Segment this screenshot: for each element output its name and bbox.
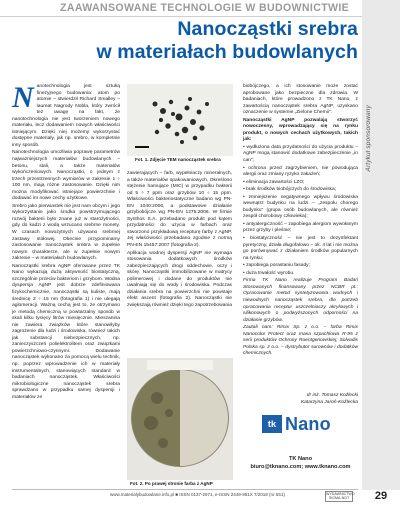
title-line-1: Nanocząstki srebra (177, 18, 358, 40)
company-name: TK Nano (289, 456, 312, 462)
tem-image (127, 84, 233, 156)
tk-nano-logo (262, 410, 334, 438)
paragraph: Nanotechnologia umożliwia poprawę parametrów najważniejszych materiałów budowlanych – betonu, stali, a także materiałów wykończeniowych. Nanocząstki, o jednym z trzech przestrzennych wymiarów w zakresie 1 ÷ 100 nm, mają różne zastosowanie. Dzięki nim można modyfikować istniejące powierzchnie i dodawać im nowe cechy użytkowe. (12, 150, 120, 202)
footer-info: www.materialybudowlane.info.pl ■ ISSN 0137-2971, e-ISSN 2449-951X 7/2018 (nr 551) (110, 492, 285, 497)
header-divider (0, 16, 362, 17)
list-item: • eliminacja zawartości LZO; (243, 179, 305, 185)
sponsored-label: Artykuł sponsorowany (365, 105, 372, 172)
paragraph: biobójczego, a ich stosowanie może zostać aprobowane jako bezpieczne dla zdrowia. W badaniach, które prowadzono z TK Nano, z zawartością nanocząstek srebra AgNP, uzyskano oznaczenie w systemie „Zielone Chemii”. (243, 84, 358, 116)
paragraph: Nanotechnologia jest sztuką finezyjnego budowania: atom po atomie – stwierdził Richard Smalley – laureat Nagrody Nobla, który zwrócił też uwagę na fakt, że nanotechnologia nie jest tworzeniem nowego materiału, lecz dodawaniem nowych właściwości istniejącym. Dzięki niej możemy wykorzystać dostępne materiały, jak np. srebro, w kompletnie inny sposób. (12, 81, 120, 148)
page-header (0, 0, 362, 19)
list-item: • antyalergiczność – zapobiega alergiom wywołanym przez grzyby i pleśnie; (243, 221, 358, 234)
section-title: ZAAWANSOWANE TECHNOLOGIE W BUDOWNICTWIE (60, 2, 350, 14)
figure-2-caption: Fot. 2. Po prawej stronie farba z AgNP (130, 481, 213, 486)
author-1: dr inż. Tomasz Koźlecki (306, 393, 358, 398)
publisher-badge: WYDAWNICTWO SIGMA-NOT (326, 492, 355, 501)
page-number: 29 (374, 490, 388, 502)
paragraph: Srebro jako pierwiastek nie jest nam obcym i jego wykorzystanie jako środka powstrzymującego rozwój bakterii było znane już w starożytności, gdy do kadzi z wodą wrzucano srebrne monety. W czasach nowożytnych używano srebrnej zastawy stołowej. Obecnie przypominamy zastosowanie nanocząstek srebra w zupełnie nowym charakterze, ale w zupełnie nowym zakresie – w materiałach budowlanych. (12, 203, 120, 262)
list-item: • duża trwałość wyrobu. (243, 270, 295, 276)
company-contact (243, 456, 358, 471)
list-item: • zmniejszenie negatywnego wpływu środowiska wewnątrz budynku na ludzi – „zespołu chorego budynku” (grupa osób budowlanych, ale również zespół chorobowy człowieka); (243, 194, 358, 220)
paragraph: zawierających – farb, wypełniaczy mineralnych, a także materiałów opakowaniowych. Określono stężenie hamujące (MIC) w przypadku bakterii od 5 ÷ 7 ppm oraz grzybów 10 ÷ 15 ppm. Właściwości bakteriostatyczne badano wg PN-EN 1040:2006, a podstawowe działanie grzybobójcze wg PN-EN 1275:2006. W firmie Synthos S.A. przebadano produkt pod kątem przydatności do użycia w farbach oraz stworzono przykładową recepturę farby z AgNP. Jej właściwości przebadano zgodnie z normą PN-EN 15457:2007 (fotografia 2). (127, 171, 232, 249)
column-3 (243, 84, 358, 359)
figure-1-caption: Fot. 1. Zdjęcie TEM nanocząstek srebra (135, 157, 221, 162)
list-item: • brak środków biobójczych do środowiska; (243, 187, 337, 193)
list-item: • zapobiega porastaniu fasady; (243, 263, 310, 269)
paragraph: Nanocząstki srebra AgNP oferowane przez TK Nano wykazują dużą aktywność biostatyczną, szczególnie przeciw bakteriom i grzybom. Wodna dyspersja AgNP jest dobrze zdefiniowana fizykochemicznie, nanocząstki są kuliste, mają średnicę 2 ÷ 15 nm (fotografia 1) i nie ulegają aglomeracji. Ważną cechą jest to, że otrzymano je metodą chemiczną w powtarzalny sposób w skali kilku tysięcy litrów miesięcznie. Mieszanina nie zawiera związków które stanowiłyby zagrożenie dla ludzi i środowiska, również takich jak substancji niebezpiecznych, np. zanieczyszczeń polielektrolitem oraz związkami powierzchniowo-czynnymi. Dodawanie nanocząstek wykonano za pomocą wielu technik, np. poprzez wprowadzenie ich w materiały instrumentalnych, stanowiących standard w badaniach nanocząstek. Właściwości mikrobiologiczne nanocząstek srebra sprawdzano w przypadku samej dyspersji i materiałów ze (12, 263, 120, 400)
title-line-2: w materiałach budowlanych (96, 41, 358, 63)
logo-wordmark: Nano (285, 413, 331, 434)
list-item: • ochrona przed zagrzybieniem, nie powodująca alergii oraz zmiany ryzyko zakażeń; (243, 165, 358, 178)
company-contact-line[interactable]: biuro@tknano.com; www.tknano.com (250, 463, 351, 470)
list-item: • biostatyczność – nie jest to dezynfektant pyretyczny, działa długofalowo – ok. 4 lat i nie można go porównywać z działaniem środków popularnych na rynku; (243, 236, 358, 261)
author-2: Katarzyna Jaroń-Koźlecka (300, 399, 358, 405)
paragraph: Aplikacja wodnej dyspersji AgNP nie wymaga stosowania dodatkowych środków zabezpieczających drogi oddechowe, oczy i skórę. Nanocząstki immobilizowane w matrycy polimerowej i dodane do produktów nie uwalniają się do wody i środowiska. Podczas działania srebra na powierzchni nie powstaje efekt ascent (fotografia 2). Nanocząstki nie zwiększają również dzięki tego zapotrzebowania (127, 250, 232, 308)
paragraph: Zautali nam: Rimix Sp. z o.o. – farba Rimix Nanocolor Protect oraz masa szpachlowa R-95 z serii produktów Ochrony Roentgenowskiej; Solvadis Polska sp. z o.o. – dystrybutor surowców i dodatków chemicznych. (243, 325, 358, 357)
petri-dish-image (127, 358, 233, 480)
footer-divider (12, 489, 358, 490)
column-2 (127, 171, 232, 310)
list-item: • wydłużona data przydatności do użycia produktu – AgNP mogą stanowić dodatkowe zabezpieczenie „in can”; (243, 144, 358, 164)
side-strip (362, 0, 400, 490)
tem-photo (127, 84, 233, 156)
article-title (96, 18, 358, 64)
paragraph: Nanocząstki AgNP pozwalają stworzyć nowoczesny, wprowadzający się na rynku produkt, o nowych cechach użytkowych, takich jak: (243, 117, 358, 143)
paint-sample-photo (127, 358, 233, 480)
drop-cap: N (12, 81, 34, 114)
paragraph: Firma TK Nano realizuje Program Badań Stosowanych finansowany przez NCBR pt.: Opracowanie metod syntetyzowania wodnych i niewodnych nanocząstek srebra, dla potrzeb opracowania receptur uszczelniaczy akrylowych i silikonowych o podwyższonych odporności na działanie grzybów. (243, 278, 358, 323)
author-signature (243, 393, 358, 406)
logo-mark: tk (262, 415, 282, 433)
column-1 (12, 81, 120, 402)
